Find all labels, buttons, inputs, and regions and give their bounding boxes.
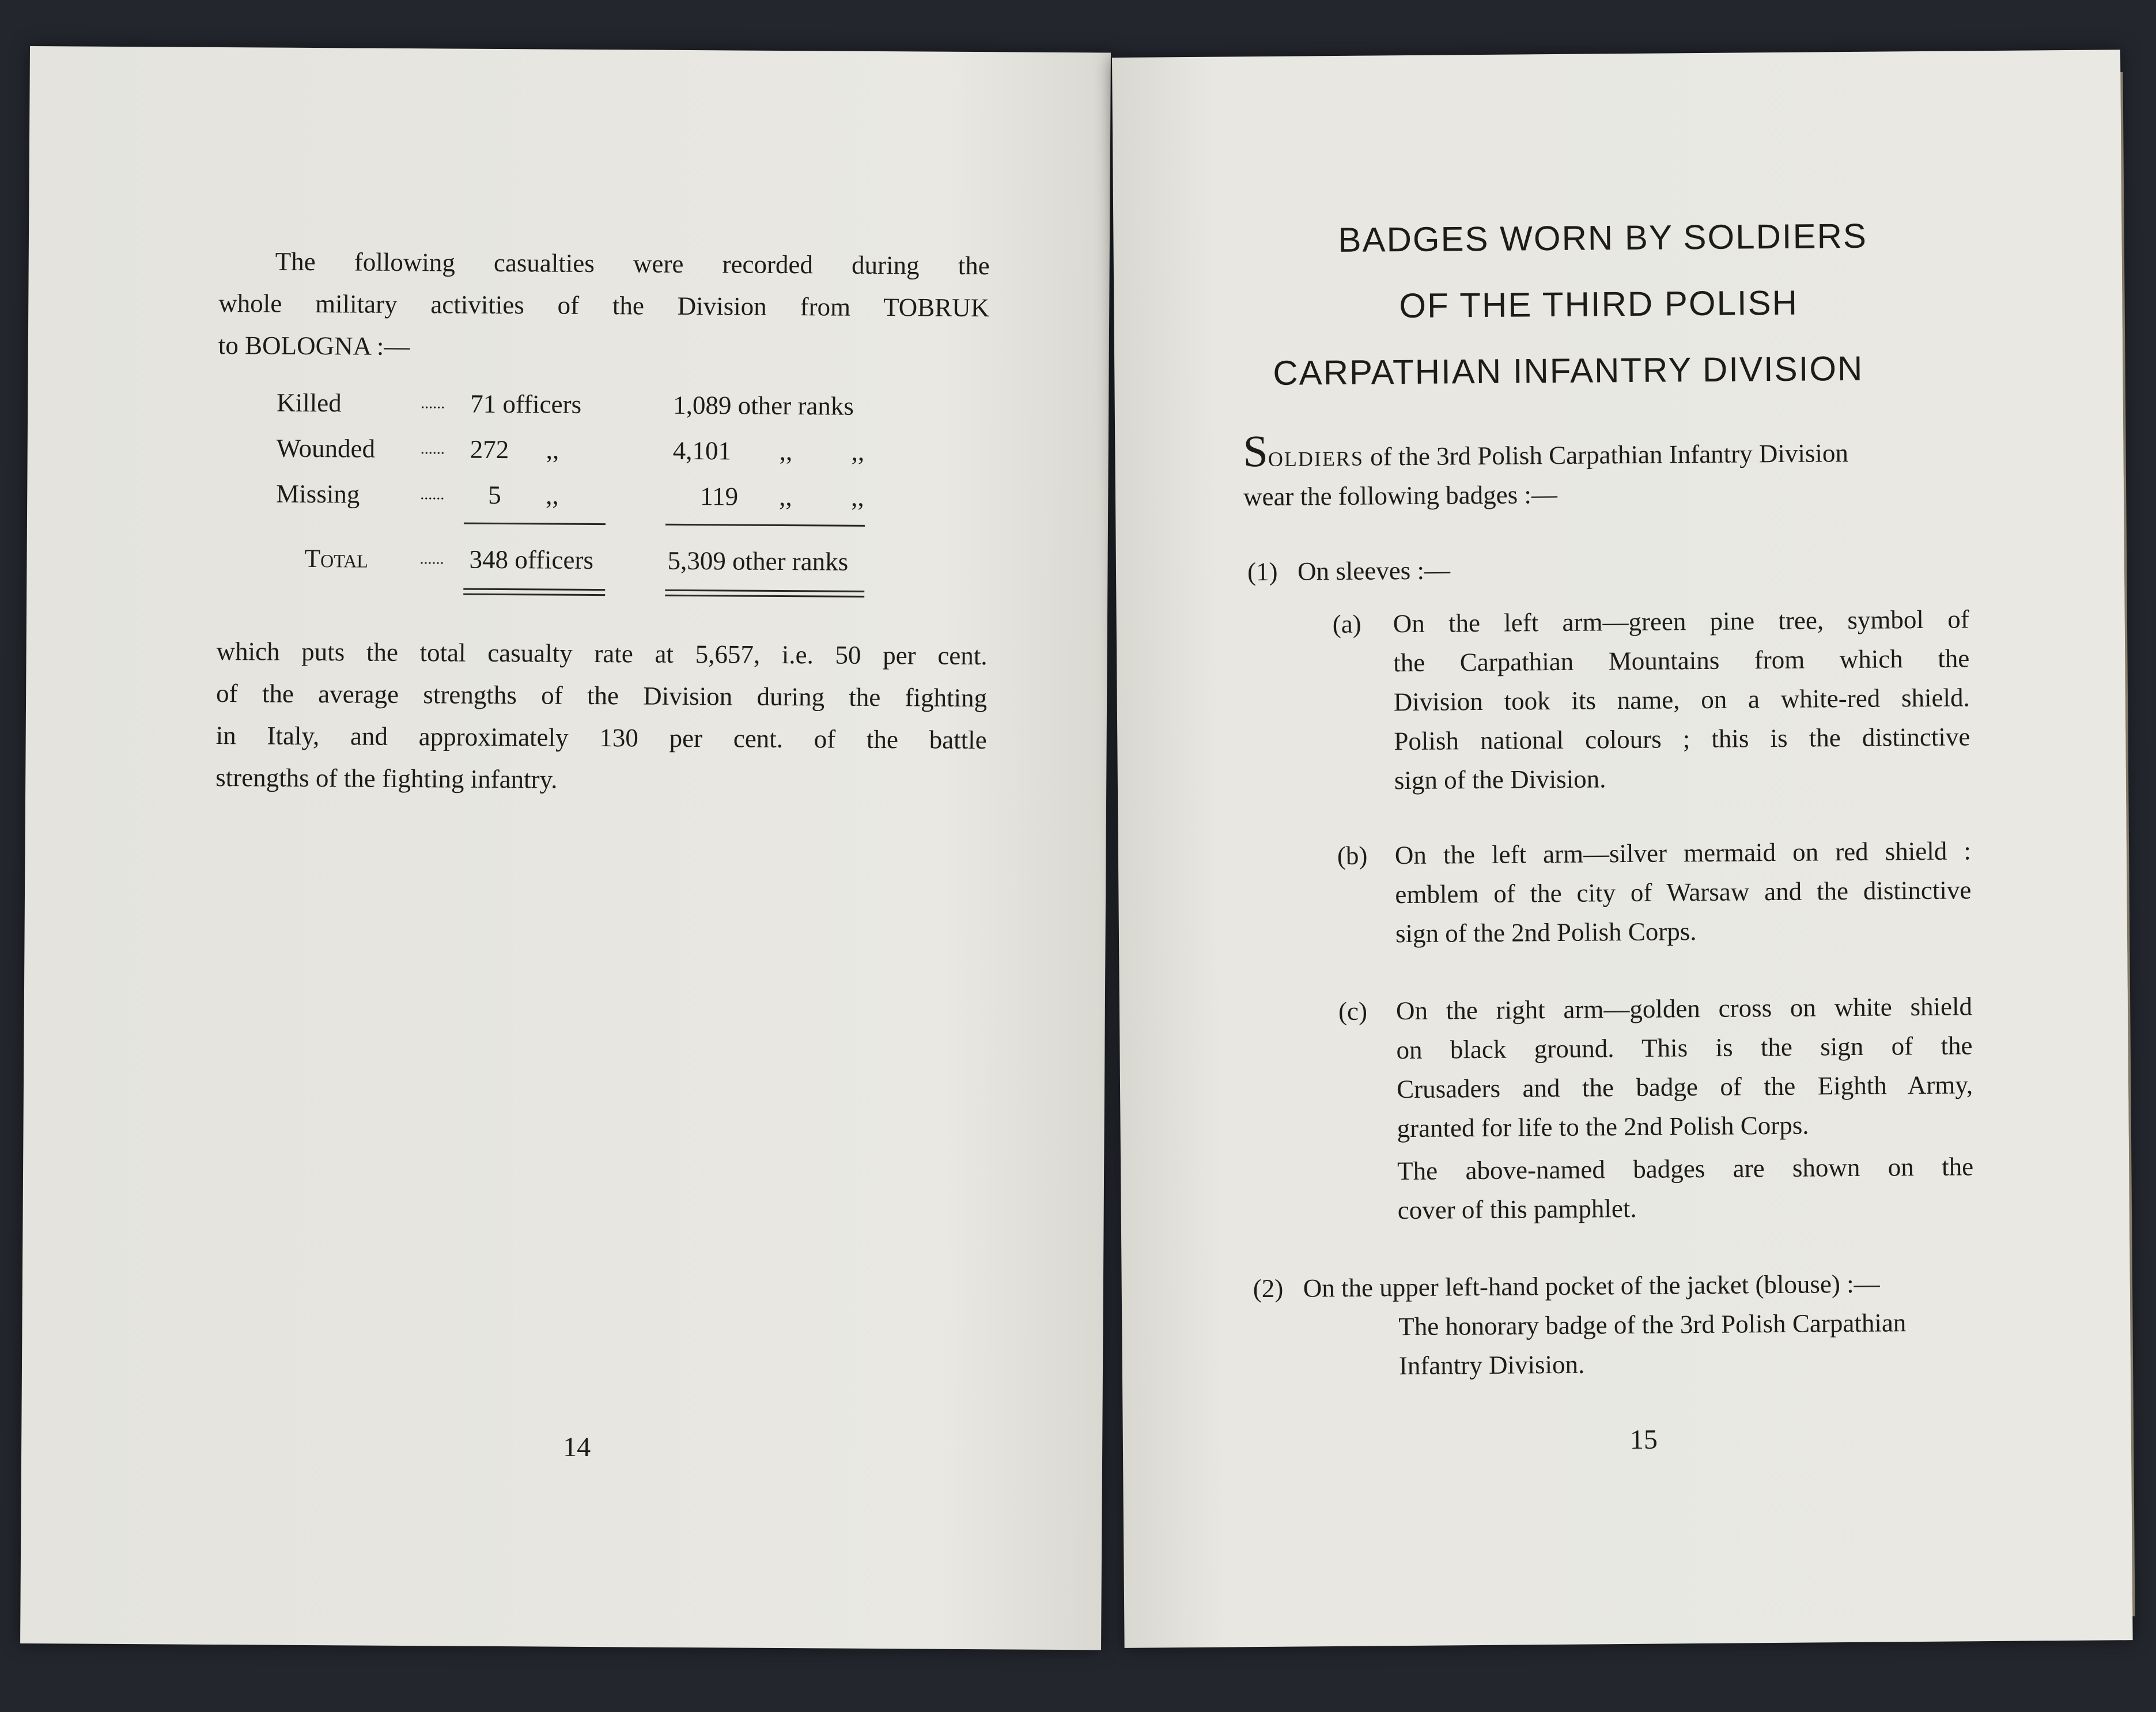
- sum-rule-officers: [464, 523, 606, 526]
- item-a-line-4: Polish national colours ; this is the distinctive: [1394, 722, 1970, 756]
- intro-smallcaps: OLDIERS: [1268, 447, 1364, 471]
- section-2-heading: On the upper left-hand pocket of the jacket (blouse) :—: [1303, 1269, 1880, 1303]
- total-officers: 348 officers: [469, 545, 594, 575]
- section-1-marker: (1): [1247, 557, 1278, 587]
- row-dots: ......: [420, 485, 445, 504]
- section-2-marker: (2): [1253, 1273, 1284, 1303]
- left-page: [20, 46, 1111, 1650]
- item-b-line-3: sign of the 2nd Polish Corps.: [1395, 917, 1697, 948]
- section-2-line-1: The honorary badge of the 3rd Polish Carpathian: [1398, 1308, 1907, 1341]
- item-b-line-1: On the left arm—silver mermaid on red shield :: [1394, 836, 1972, 870]
- intro-line-1-rest: of the 3rd Polish Carpathian Infantry Division: [1370, 438, 1849, 471]
- title-line-3: CARPATHIAN INFANTRY DIVISION: [1273, 349, 1864, 392]
- ditto-mark: ,,: [851, 437, 865, 466]
- item-c-note-line-1: The above-named badges are shown on the: [1397, 1152, 1974, 1186]
- item-a-line-5: sign of the Division.: [1394, 764, 1606, 795]
- item-c-line-3: Crusaders and the badge of the Eighth Army,: [1396, 1070, 1973, 1104]
- item-c-note-line-2: cover of this pamphlet.: [1397, 1193, 1637, 1225]
- conclusion-line-1: which puts the total casualty rate at 5,657, i.e. 50 per cent.: [216, 636, 988, 671]
- item-c-line-4: granted for life to the 2nd Polish Corps.: [1397, 1110, 1809, 1143]
- item-b-marker: (b): [1337, 841, 1368, 870]
- row-officers: 71 officers: [470, 389, 582, 419]
- conclusion-line-2: of the average strengths of the Division during the fighting: [215, 678, 988, 713]
- ditto-mark: ,,: [779, 482, 792, 512]
- conclusion-line-3: in Italy, and approximately 130 per cent. of the battle: [215, 720, 987, 755]
- ditto-mark: ,,: [546, 435, 559, 464]
- page-number-right: 15: [1629, 1424, 1658, 1456]
- row-label: Missing: [276, 479, 360, 509]
- item-c-marker: (c): [1338, 996, 1368, 1026]
- intro-line-3: to BOLOGNA :—: [218, 331, 410, 361]
- section-2-line-2: Infantry Division.: [1398, 1350, 1585, 1381]
- section-1-heading: On sleeves :—: [1297, 555, 1451, 586]
- row-other-ranks: 119: [700, 482, 739, 511]
- title-line-1: BADGES WORN BY SOLDIERS: [1338, 216, 1868, 259]
- row-other-ranks: 1,089 other ranks: [673, 390, 854, 421]
- ditto-mark: ,,: [779, 436, 793, 466]
- drop-cap: S: [1243, 425, 1269, 477]
- intro-line-2: wear the following badges :—: [1243, 479, 1558, 512]
- total-double-rule-officers: [463, 588, 605, 596]
- item-a-line-3: Division took its name, on a white-red shield.: [1393, 683, 1970, 717]
- item-c-line-2: on black ground. This is the sign of the: [1396, 1031, 1973, 1065]
- title-line-2: OF THE THIRD POLISH: [1399, 283, 1799, 326]
- row-label: Killed: [277, 388, 342, 418]
- row-other-ranks: 4,101: [672, 436, 732, 466]
- item-a-marker: (a): [1332, 609, 1361, 639]
- item-a-line-2: the Carpathian Mountains from which the: [1393, 644, 1970, 678]
- ditto-mark: ,,: [546, 481, 559, 510]
- intro-line-1: [1243, 425, 1849, 480]
- row-dots: ......: [420, 440, 445, 458]
- conclusion-line-4: strengths of the fighting infantry.: [215, 762, 558, 794]
- item-b-line-2: emblem of the city of Warsaw and the distinctive: [1395, 875, 1972, 909]
- row-dots: ......: [419, 550, 444, 568]
- sum-rule-other-ranks: [665, 524, 865, 527]
- intro-line-1: The following casualties were recorded during the: [275, 247, 990, 281]
- total-double-rule-other-ranks: [665, 589, 864, 598]
- page-number-left: 14: [563, 1431, 591, 1462]
- total-other-ranks: 5,309 other ranks: [667, 546, 849, 576]
- page-title: [1112, 50, 2120, 392]
- item-a-line-1: On the left arm—green pine tree, symbol of: [1393, 604, 1969, 638]
- item-c-line-1: On the right arm—golden cross on white shield: [1395, 992, 1973, 1026]
- right-page: [1112, 50, 2133, 1648]
- row-label: Wounded: [276, 433, 376, 463]
- row-officers: 5: [488, 480, 501, 510]
- row-dots: ......: [421, 394, 445, 413]
- ditto-mark: ,,: [851, 482, 864, 512]
- total-label: Total: [304, 543, 368, 573]
- intro-line-2: whole military activities of the Division from TOBRUK: [218, 289, 990, 323]
- row-officers: 272: [470, 434, 509, 464]
